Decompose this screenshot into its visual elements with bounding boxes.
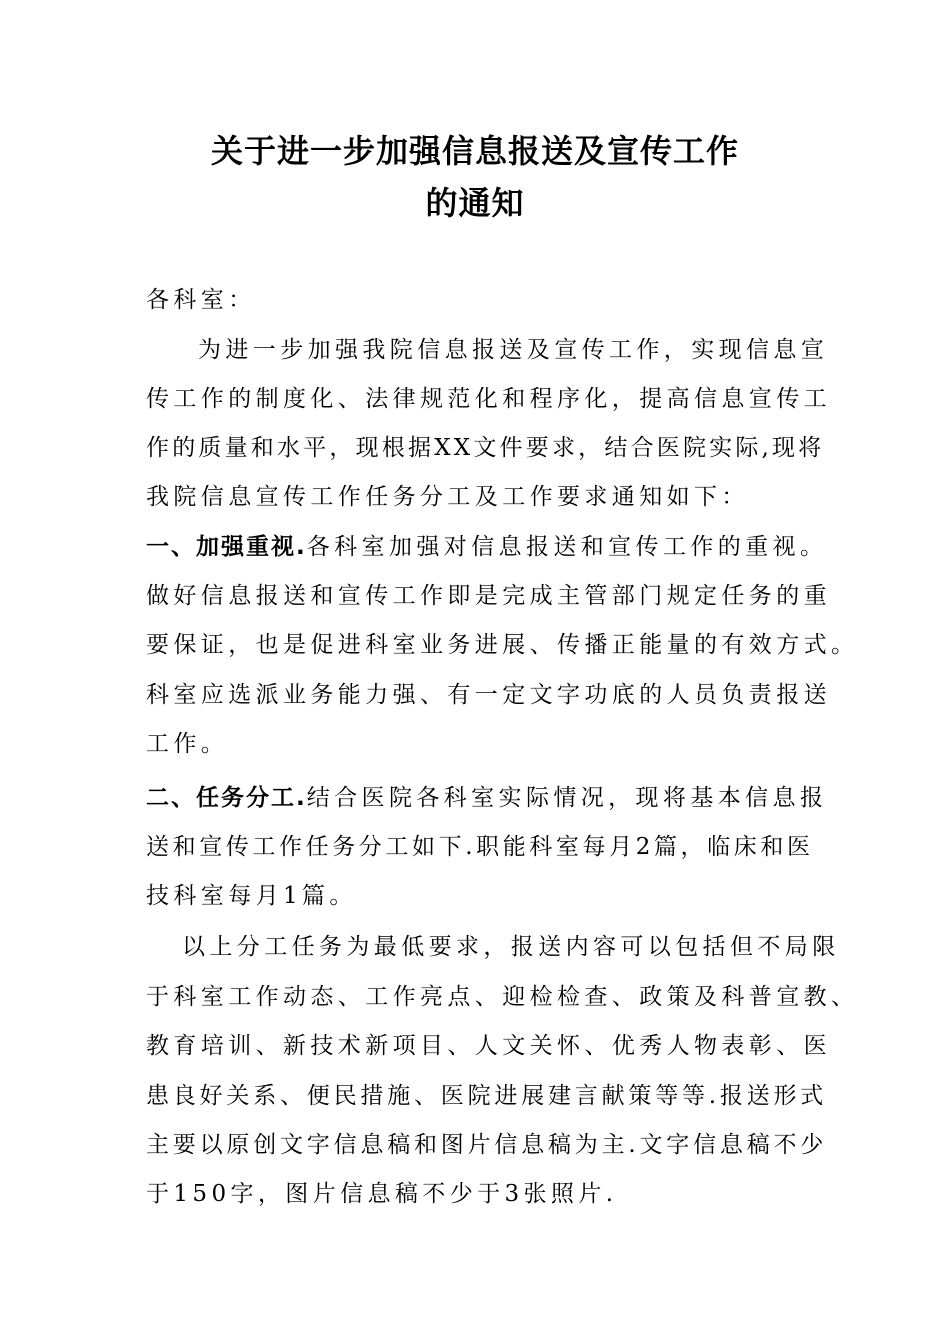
closing-line-3: 教育培训、新技术新项目、人文关怀、优秀人物表彰、医 xyxy=(146,1033,831,1059)
section-1-line-4: 科室应选派业务能力强、有一定文字功底的人员负责报送 xyxy=(146,682,831,708)
section-1-text: 各科室加强对信息报送和宣传工作的重视。 xyxy=(306,534,828,560)
section-2-line-2: 送和宣传工作任务分工如下.职能科室每月2篇，临床和医 xyxy=(146,834,814,860)
section-2-line-3: 技科室每月1篇。 xyxy=(146,883,357,909)
closing-line-5: 主要以原创文字信息稿和图片信息稿为主.文字信息稿不少 xyxy=(146,1132,828,1158)
section-2-heading: 二、任务分工. xyxy=(146,785,307,811)
section-1-line-2: 做好信息报送和宣传工作即是完成主管部门规定任务的重 xyxy=(146,583,831,609)
document-title-line-2: 的通知 xyxy=(425,184,525,222)
document-title-line-1: 关于进一步加强信息报送及宣传工作 xyxy=(210,132,739,170)
closing-line-4: 患良好关系、便民措施、医院进展建言献策等等.报送形式 xyxy=(146,1083,828,1109)
closing-line-6: 于150字，图片信息稿不少于3张照片. xyxy=(146,1181,618,1207)
section-2-text: 结合医院各科室实际情况，现将基本信息报 xyxy=(306,785,828,811)
section-1-heading: 一、加强重视. xyxy=(146,534,307,560)
salutation: 各科室： xyxy=(146,287,256,313)
intro-line-4: 我院信息宣传工作任务分工及工作要求通知如下： xyxy=(146,484,749,510)
intro-line-2: 传工作的制度化、法律规范化和程序化，提高信息宣传工 xyxy=(146,386,831,412)
section-1-line-5: 工作。 xyxy=(146,731,229,757)
section-1-line-3: 要保证，也是促进科室业务进展、传播正能量的有效方式。 xyxy=(146,632,859,658)
closing-line-2: 于科室工作动态、工作亮点、迎检检查、政策及科普宣教、 xyxy=(146,984,859,1010)
section-2-line-1 xyxy=(146,782,828,814)
section-1-line-1 xyxy=(146,531,828,563)
intro-line-1: 为进一步加强我院信息报送及宣传工作，实现信息宣 xyxy=(198,337,829,363)
intro-line-3: 作的质量和水平，现根据XX文件要求，结合医院实际,现将 xyxy=(146,435,825,461)
closing-line-1: 以上分工任务为最低要求，报送内容可以包括但不局限 xyxy=(182,934,840,960)
